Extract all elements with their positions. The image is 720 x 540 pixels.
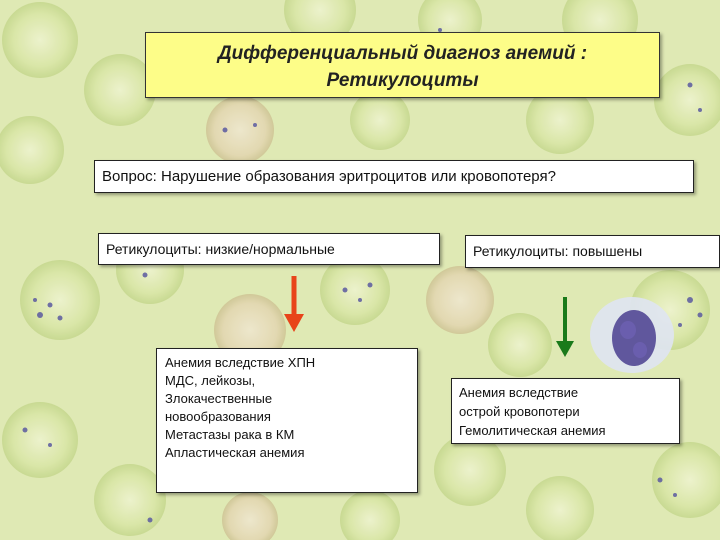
low-cause-item: Анемия вследствие ХПН — [165, 355, 316, 370]
question-text: Вопрос: Нарушение образования эритроцитов или кровопотеря? — [102, 168, 556, 185]
title-line-1: Дифференциальный диагноз анемий : — [217, 43, 588, 64]
question-box — [94, 160, 694, 193]
low-cause-item: Злокачественные — [165, 391, 273, 406]
high-cause-item: острой кровопотери — [459, 404, 580, 419]
high-cause-item: Анемия вследствие — [459, 385, 579, 400]
high-causes-box — [451, 378, 680, 444]
low-cause-item: Метастазы рака в КМ — [165, 427, 295, 442]
low-cause-item: МДС, лейкозы, — [165, 373, 256, 388]
low-cause-item: Апластическая анемия — [165, 445, 305, 460]
high-reticulocytes-box — [465, 235, 720, 268]
title-box — [145, 32, 660, 98]
low-cause-item: новообразования — [165, 409, 271, 424]
title-line-2: Ретикулоциты — [326, 70, 479, 91]
high-reticulocytes-label: Ретикулоциты: повышены — [473, 243, 643, 259]
red-down-arrow-icon — [283, 276, 305, 334]
green-down-arrow-icon — [554, 297, 576, 359]
low-reticulocytes-box — [98, 233, 440, 265]
low-causes-box — [156, 348, 418, 493]
low-reticulocytes-label: Ретикулоциты: низкие/нормальные — [106, 241, 335, 257]
high-cause-item: Гемолитическая анемия — [459, 423, 606, 438]
